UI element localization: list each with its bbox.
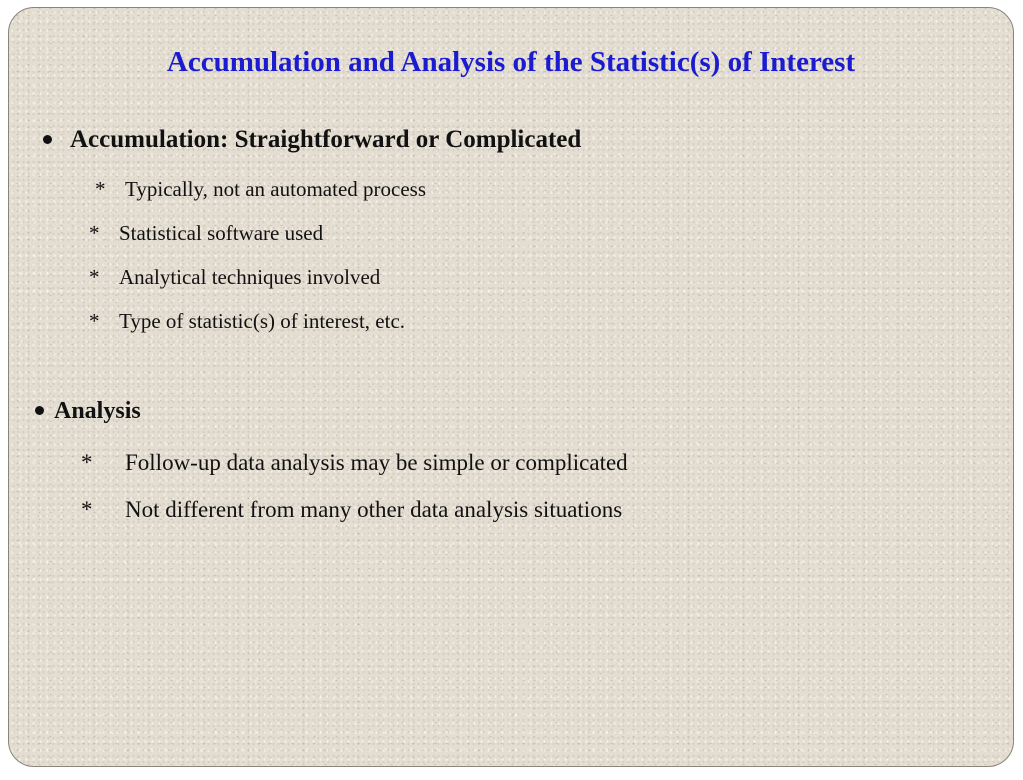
- list-item: [81, 450, 628, 476]
- list-item-text: Follow-up data analysis may be simple or complicated: [125, 450, 628, 475]
- list-item: [95, 177, 426, 202]
- list-item: [89, 309, 405, 334]
- list-item-text: Analytical techniques involved: [119, 265, 381, 289]
- asterisk-icon: *: [95, 177, 106, 201]
- list-item: [89, 265, 380, 290]
- bullet-icon: [43, 135, 52, 144]
- asterisk-icon: *: [81, 497, 93, 522]
- asterisk-icon: *: [89, 309, 100, 333]
- list-item-text: Typically, not an automated process: [125, 177, 426, 201]
- section-heading: Accumulation: Straightforward or Complicated: [70, 126, 582, 153]
- bullet-icon: [35, 406, 44, 415]
- asterisk-icon: *: [89, 265, 100, 289]
- slide-title: Accumulation and Analysis of the Statistic(s) of Interest: [166, 46, 856, 78]
- list-item-text: Type of statistic(s) of interest, etc.: [119, 309, 406, 333]
- section-analysis-heading-line: [35, 398, 141, 425]
- list-item: [89, 221, 323, 246]
- slide-panel: [8, 7, 1014, 767]
- list-item: [81, 497, 622, 523]
- section-heading: Analysis: [54, 398, 141, 424]
- list-item-text: Statistical software used: [119, 221, 324, 245]
- section-accumulation-heading-line: [43, 126, 581, 154]
- list-item-text: Not different from many other data analysis situations: [125, 497, 623, 522]
- asterisk-icon: *: [81, 450, 93, 475]
- asterisk-icon: *: [89, 221, 100, 245]
